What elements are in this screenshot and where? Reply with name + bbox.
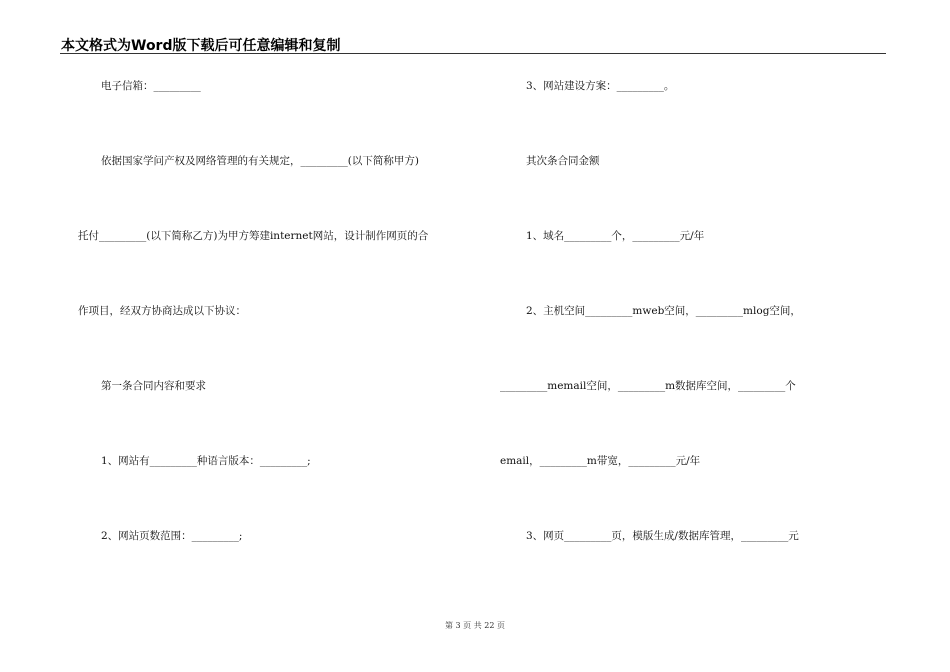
clause-2-1: 1、域名_________个，_________元/年 — [526, 230, 705, 242]
document-header-title: 本文格式为Word版下载后可任意编辑和复制 — [61, 38, 341, 54]
header-divider — [60, 53, 886, 54]
article-1-heading: 第一条合同内容和要求 — [101, 380, 206, 392]
clause-2-2-line-2: _________memail空间，_________m数据库空间，_________个 — [500, 380, 796, 392]
clause-2-2-line-3: email，_________m带宽，_________元/年 — [500, 455, 701, 467]
email-line: 电子信箱：_________ — [101, 80, 201, 92]
clause-1-3: 3、网站建设方案：_________。 — [526, 80, 675, 92]
clause-1-2: 2、网站页数范围：_________; — [101, 530, 243, 542]
intro-paragraph-line-2: 托付_________(以下简称乙方)为甲方筹建internet网站，设计制作网页的合 — [78, 230, 429, 242]
intro-paragraph-line-1: 依据国家学问产权及网络管理的有关规定，_________(以下简称甲方) — [101, 155, 419, 167]
clause-1-1: 1、网站有_________种语言版本：_________; — [101, 455, 311, 467]
intro-paragraph-line-3: 作项目，经双方协商达成以下协议： — [78, 305, 246, 317]
article-2-heading: 其次条合同金额 — [526, 155, 600, 167]
clause-2-2-line-1: 2、主机空间_________mweb空间，_________mlog空间， — [526, 305, 801, 317]
clause-2-3: 3、网页_________页，模版生成/数据库管理，_________元 — [526, 530, 799, 542]
page-indicator: 第 3 页 共 22 页 — [445, 621, 505, 630]
